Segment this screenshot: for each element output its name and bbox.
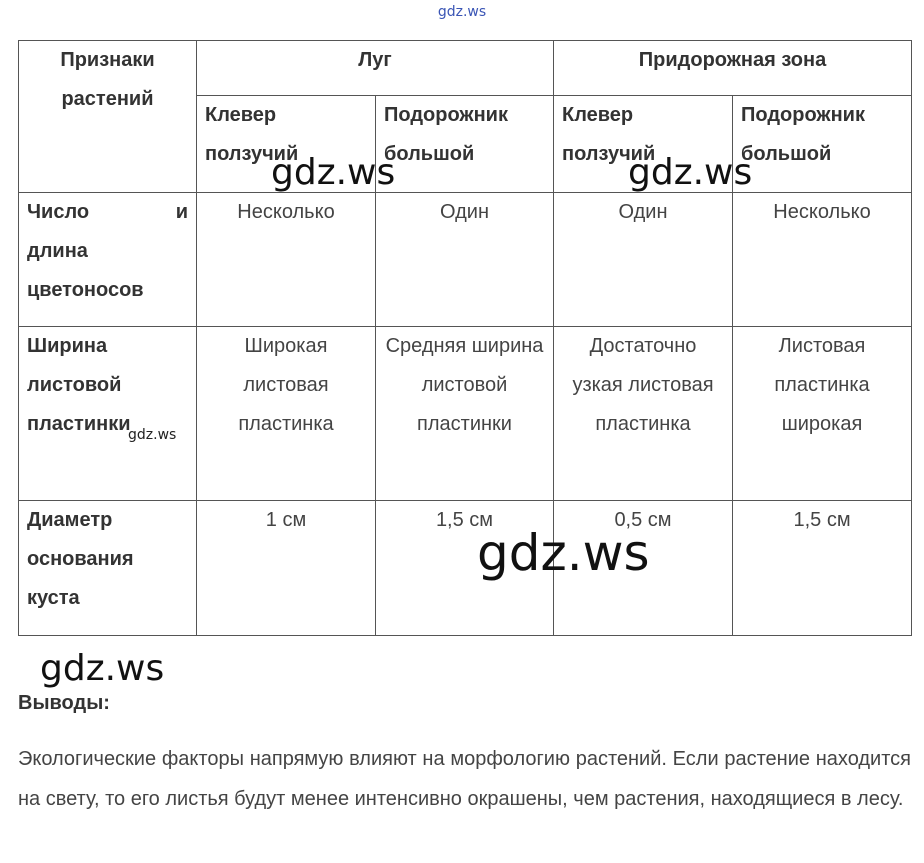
row-label-part: Число (27, 201, 90, 223)
table-cell: Несколько (733, 193, 912, 327)
row-label-leaf-width: Ширина листовой пластинки (19, 327, 197, 501)
table-cell: Один (376, 193, 554, 327)
row-label-flower-stalks (19, 193, 197, 327)
table-cell: 0,5 см (554, 501, 733, 636)
table-header-row (19, 41, 912, 96)
table-cell: Листовая пластинка широкая (733, 327, 912, 501)
table-cell: 1 см (197, 501, 376, 636)
table-row (19, 327, 912, 501)
table-cell: 1,5 см (376, 501, 554, 636)
top-watermark: gdz.ws (437, 4, 487, 20)
table-row (19, 193, 912, 327)
table-row (19, 501, 912, 636)
header-roadside: Придорожная зона (554, 41, 912, 96)
table-cell: 1,5 см (733, 501, 912, 636)
table-cell: Средняя ширина листовой пластинки (376, 327, 554, 501)
watermark: gdz.ws (477, 524, 650, 582)
watermark: gdz.ws (628, 152, 753, 193)
table-cell: Достаточно узкая листовая пластинка (554, 327, 733, 501)
row-label-part: и (175, 201, 188, 223)
header-meadow: Луг (197, 41, 554, 96)
subheader-roadside-plantain: Подорожник большой (733, 96, 912, 193)
table-cell: Один (554, 193, 733, 327)
conclusions-title: Выводы: (18, 692, 110, 714)
subheader-meadow-plantain: Подорожник большой (376, 96, 554, 193)
table-cell: Несколько (197, 193, 376, 327)
header-traits: Признаки растений (19, 41, 197, 193)
row-label-bush-diameter: Диаметр основания куста (19, 501, 197, 636)
row-label-rest: длина цветоносов (27, 240, 144, 301)
subheader-roadside-clover: Клевер ползучий (554, 96, 733, 193)
comparison-table (18, 40, 912, 636)
subheader-meadow-clover: Клевер ползучий (197, 96, 376, 193)
watermark: gdz.ws (40, 648, 165, 689)
table-cell: Широкая листовая пластинка (197, 327, 376, 501)
watermark: gdz.ws (128, 427, 177, 443)
conclusions-text: Экологические факторы напрямую влияют на морфологию растений. Если растение находится на свету, то его листья будут менее интенсивно окрашены, чем растения, находящиеся в лесу. (18, 748, 911, 810)
watermark: gdz.ws (271, 152, 396, 193)
